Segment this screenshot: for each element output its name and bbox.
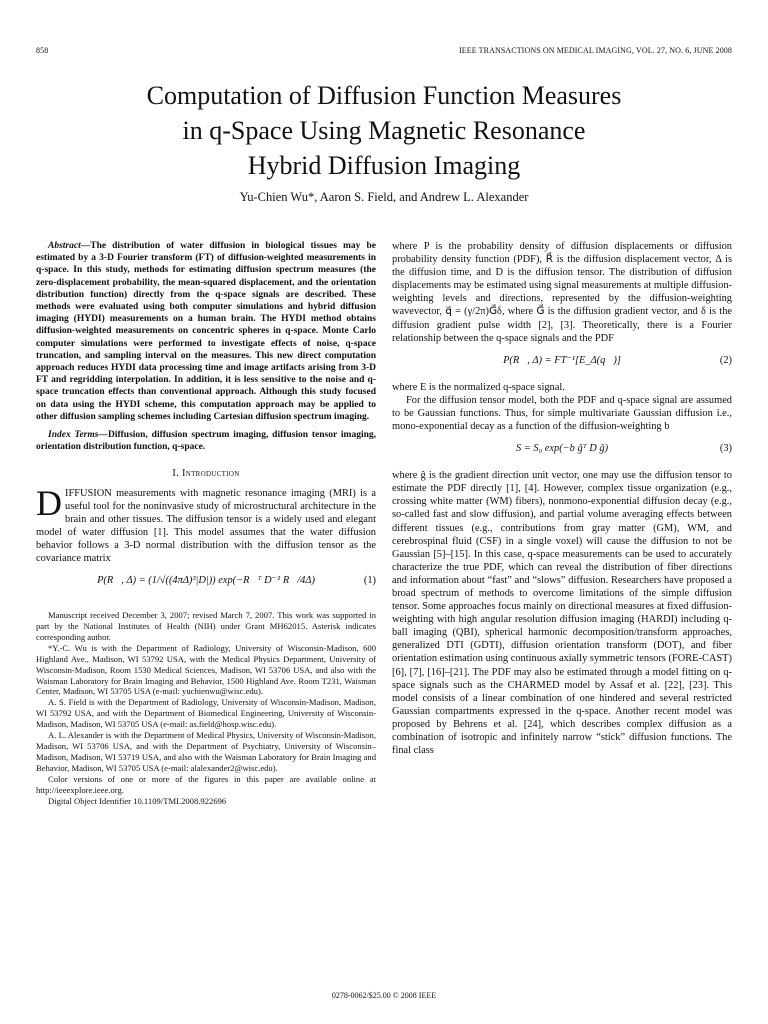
title-line-2: in q-Space Using Magnetic Resonance	[182, 116, 586, 145]
authors: Yu-Chien Wu*, Aaron S. Field, and Andrew L. Alexander	[239, 190, 529, 204]
left-column	[36, 240, 376, 806]
footnotes	[36, 610, 376, 806]
index-terms-lead: Index Terms—	[48, 430, 108, 441]
equation-2	[392, 354, 732, 370]
title-line-3: Hybrid Diffusion Imaging	[247, 151, 521, 180]
intro-text: IFFUSION measurements with magnetic resonance imaging (MRI) is a useful tool for the noninvasive study of microstructural architecture in the brain and other tissues. The diffusion tensor is a widely used and elegant model of water diffusion [1]. This model assumes that the water diffusion behavior follows a 3-D normal distribution with the diffusion tensor as the covariance matrix	[36, 487, 376, 565]
journal-header: IEEE TRANSACTIONS ON MEDICAL IMAGING, VOL. 27, NO. 6, JUNE 2008	[458, 46, 732, 55]
abstract	[36, 240, 376, 423]
index-terms	[36, 429, 376, 453]
right-column	[392, 240, 732, 757]
equation-3-number: (3)	[719, 443, 732, 455]
footnote-wu: *Y.-C. Wu is with the Department of Radiology, University of Wisconsin-Madison, 600 Highland Ave., Madison, WI 53792 USA, with the Medical Physics Department, University of Wisconsin-Madison, Room 1530 Medical Sciences, Madison, WI 53706 USA, and also with the Waisman Laboratory for Brain Imaging and Behavior, 1500 Highland Ave. Room T231, Waisman Center, Madison, WI 53705 USA (e-mail: yuchienwu@wisc.edu).	[36, 642, 376, 697]
section-heading	[36, 467, 376, 480]
abstract-lead: Abstract—	[48, 241, 91, 251]
drop-cap: D	[36, 482, 62, 523]
equation-2-body: P(R⃗, Δ) = FT⁻¹[E_Δ(q⃗)]	[503, 354, 621, 366]
title-line-1: Computation of Diffusion Function Measures	[146, 81, 622, 110]
intro-paragraph	[36, 482, 376, 566]
section-number: I.	[172, 468, 180, 480]
abstract-text: The distribution of water diffusion in biological tissues may be estimated by a 3-D Fourier transform (FT) of diffusion-weighted measurements in q-space. In this study, methods for estimating diffusion spectrum measures (the zero-displacement probability, the mean-squared displacement, and the orientation distribution function) directly from the q-space signals are described. These methods were evaluated using both computer simulations and hybrid diffusion imaging (HYDI) measurements on a human brain. The HYDI method obtains diffusion-weighted measurements on concentric spheres in q-space. Monte Carlo computer simulations were performed to investigate effects of noise, q-space truncation, and sampling interval on the measures. This new direct computation approach reduces HYDI data processing time and image artifacts arising from 3-D FT and regridding interpolation. In addition, it is less sensitive to the noise and q-space truncation effects than conventional approach. Although this study focused on data using the HYDI scheme, this computation approach may be applied to other diffusion sampling schemes including Cartesian diffusion spectrum imaging.	[36, 241, 376, 422]
equation-3	[392, 442, 732, 458]
section-title: Introduction	[181, 468, 240, 480]
footnote-manuscript: Manuscript received December 3, 2007; revised March 7, 2007. This work was supported in part by the National Institutes of Health (NIH) under Grant MH62015. Asterisk indicates corresponding author.	[36, 610, 376, 642]
body-paragraph-2: where E is the normalized q-space signal.	[392, 381, 565, 393]
body-paragraph-4: where ĝ is the gradient direction unit vector, one may use the diffusion tensor to estimate the PDF directly [1], [4]. However, complex tissue organization (e.g., crossing white matter (WM) fibers), nonmono-exponential diffusion decay (e.g., so-called fast and slow diffusion), and partial volume averaging effects between different tissues (e.g., contributions from gray matter (GM), WM, and cerebrospinal fluid (CSF) in a single voxel) will cause the diffusion to not be Gaussian [5]–[15]. In this case, q-space measurements can be used to accurately characterize the true PDF, which can reveal the distribution of fiber directions and information about “fast” and “slows” diffusion. Researchers have proposed a broad spectrum of methods to overcome limitations of the simple diffusion tensor. Some approaches focus mainly on directional measures at fixed diffusion-weighting with high angular resolution diffusion imaging (HARDI) including q-ball imaging (QBI), spherical harmonic decomposition/transform approaches, generalized DTI (GDTI), diffusion orientation transform (DOT), and fiber orientation estimation using continuous axially symmetric tensors (FORE-CAST) [6], [7], [16]–[21]. The PDF may also be estimated through a model fitting on q-space signals such as the CHARMED model by Assaf et al. [22], [23]. This model consists of a linear combination of one hindered and several restricted Gaussian compartments expressed in the q-space. Another recent model was proposed by Behrens et al. [24], which describes complex diffusion as a combination of isotropic and infinitely narrow “stick” diffusion functions. The final class	[392, 470, 732, 757]
body-paragraph-3: For the diffusion tensor model, both the PDF and q-space signal are assumed to be Gaussian functions. Thus, for simple multivariate Gaussian diffusion i.e., mono-exponential decay as a function of the diffusion-weighting b	[392, 394, 732, 433]
index-terms-text: Diffusion, diffusion spectrum imaging, diffusion tensor imaging, orientation distribution function, q-space.	[36, 430, 376, 453]
footnote-field: A. S. Field is with the Department of Radiology, University of Wisconsin-Madison, Madison, WI 53792 USA, and with the Department of Biomedical Engineering, University of Wisconsin-Madison, Madison, WI 53705 USA (e-mail: as.field@hosp.wisc.edu).	[36, 697, 376, 730]
equation-1	[36, 574, 376, 590]
copyright-footer: 0278-0062/$25.00 © 2008 IEEE	[331, 991, 437, 1000]
footnote-alexander: A. L. Alexander is with the Department of Medical Physics, University of Wisconsin-Madison, Madison, WI 53706 USA, and with the Department of Psychiatry, University of Wisconsin–Madison, Madison, WI 53719 USA, and also with the Waisman Laboratory for Brain Imaging and Behavior, Madison, WI 53705 USA (e-mail: alalexander2@wisc.edu).	[36, 730, 376, 773]
paper-title	[60, 78, 708, 183]
equation-3-body: S = S₀ exp(−b ĝᵀ D ĝ)	[515, 443, 609, 455]
page-number: 858	[36, 46, 49, 55]
equation-2-number: (2)	[719, 354, 732, 366]
footnote-color: Color versions of one or more of the figures in this paper are available online at http://ieeexplore.ieee.org.	[36, 773, 376, 795]
equation-1-number: (1)	[363, 575, 376, 587]
footnote-doi: Digital Object Identifier 10.1109/TMI.2008.922696	[48, 795, 227, 806]
body-paragraph-1: where P is the probability density of diffusion displacements or diffusion probability density function (PDF), R⃗ is the diffusion displacement vector, Δ is the diffusion time, and D is the diffusion tensor. The distribution of diffusion displacements may be estimated using signal measurements at multiple diffusion-weighting levels and directions, represented by the diffusion-weighting wavevector, q⃗ = (γ/2π)G⃗δ, where G⃗ is the diffusion gradient vector, and δ is the diffusion gradient pulse width [2], [3]. Theoretically, there is a Fourier relationship between the q-space signals and the PDF	[392, 241, 732, 344]
equation-1-body: P(R⃗, Δ) = (1/√((4πΔ)³|D|)) exp(−R⃗ᵀ D⁻¹ R⃗/4Δ)	[97, 575, 315, 587]
